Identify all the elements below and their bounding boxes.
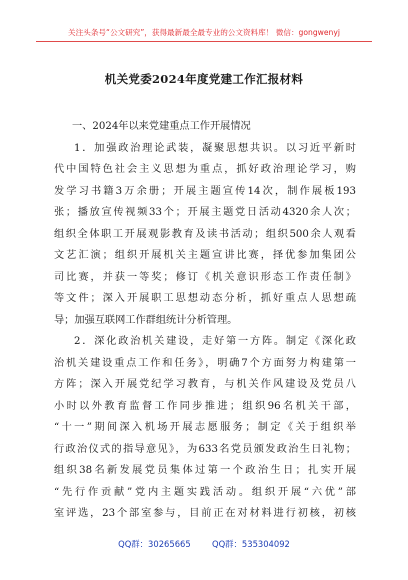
body-line: 方阵；深入开展党纪学习教育，与机关作风建设及党员八 (54, 379, 356, 390)
body-line: 司比赛，并获一等奖；修订《机关意识形态工作责任制》 (54, 271, 356, 283)
body-line: 一、2024年以来党建重点工作开展情况 (72, 121, 251, 132)
header-divider (36, 41, 372, 42)
body-line: 文艺汇演；组织开展机关主题宣讲比赛，择优参加集团公 (54, 250, 356, 261)
body-line: 代中国特色社会主义思想为重点，抓好政治理论学习，购 (54, 164, 356, 175)
body-line: 治机关建设重点工作和任务》，明确7个方面努力构建第一 (54, 357, 356, 369)
body-line: 行政治仪式的指导意见》，为633名党员颁发政治生日礼物； (54, 443, 356, 455)
body-line: 2．深化政治机关建设，走好第一方阵。制定《深化政 (74, 336, 356, 347)
body-line: “十一”期间深入机场开展志愿服务；制定《关于组织举 (54, 422, 356, 433)
document-title: 机关党委2024年度党建工作汇报材料 (104, 72, 304, 86)
body-line: 导；加强互联网工作群组统计分析管理。 (54, 314, 238, 326)
document-body (54, 116, 356, 525)
body-line: 张；播放宣传视频33个；开展主题党日活动4320余人次； (54, 207, 356, 218)
body-line: 小时以外教育监督工作同步推进；组织96名机关干部， (54, 400, 356, 412)
body-line: 发学习书籍3万余册；开展主题宣传14次，制作展板193 (54, 185, 356, 197)
footer-contact-note: QQ群：30265665 QQ群：535304092 (118, 539, 290, 549)
body-line: 室评选，23个部室参与，目前正在对材料进行初核，初核 (54, 508, 356, 519)
header-promo-note: 关注头条号“公文研究”，获得最新最全最专业的公文资料库！ 微信：gongwenyj (68, 28, 340, 37)
body-line: 1．加强政治理论武装，凝聚思想共识。以习近平新时 (74, 142, 356, 154)
body-line: 组织38名新发展党员集体过第一个政治生日；扎实开展 (54, 465, 356, 476)
body-line: 等文件；深入开展职工思想动态分析，抓好重点人思想疏 (54, 293, 356, 304)
body-line: “先行作贡献”党内主题实践活动。组织开展“六优”部 (54, 486, 356, 498)
body-line: 组织全体职工开展观影教育及读书活动；组织500余人观看 (54, 228, 356, 240)
